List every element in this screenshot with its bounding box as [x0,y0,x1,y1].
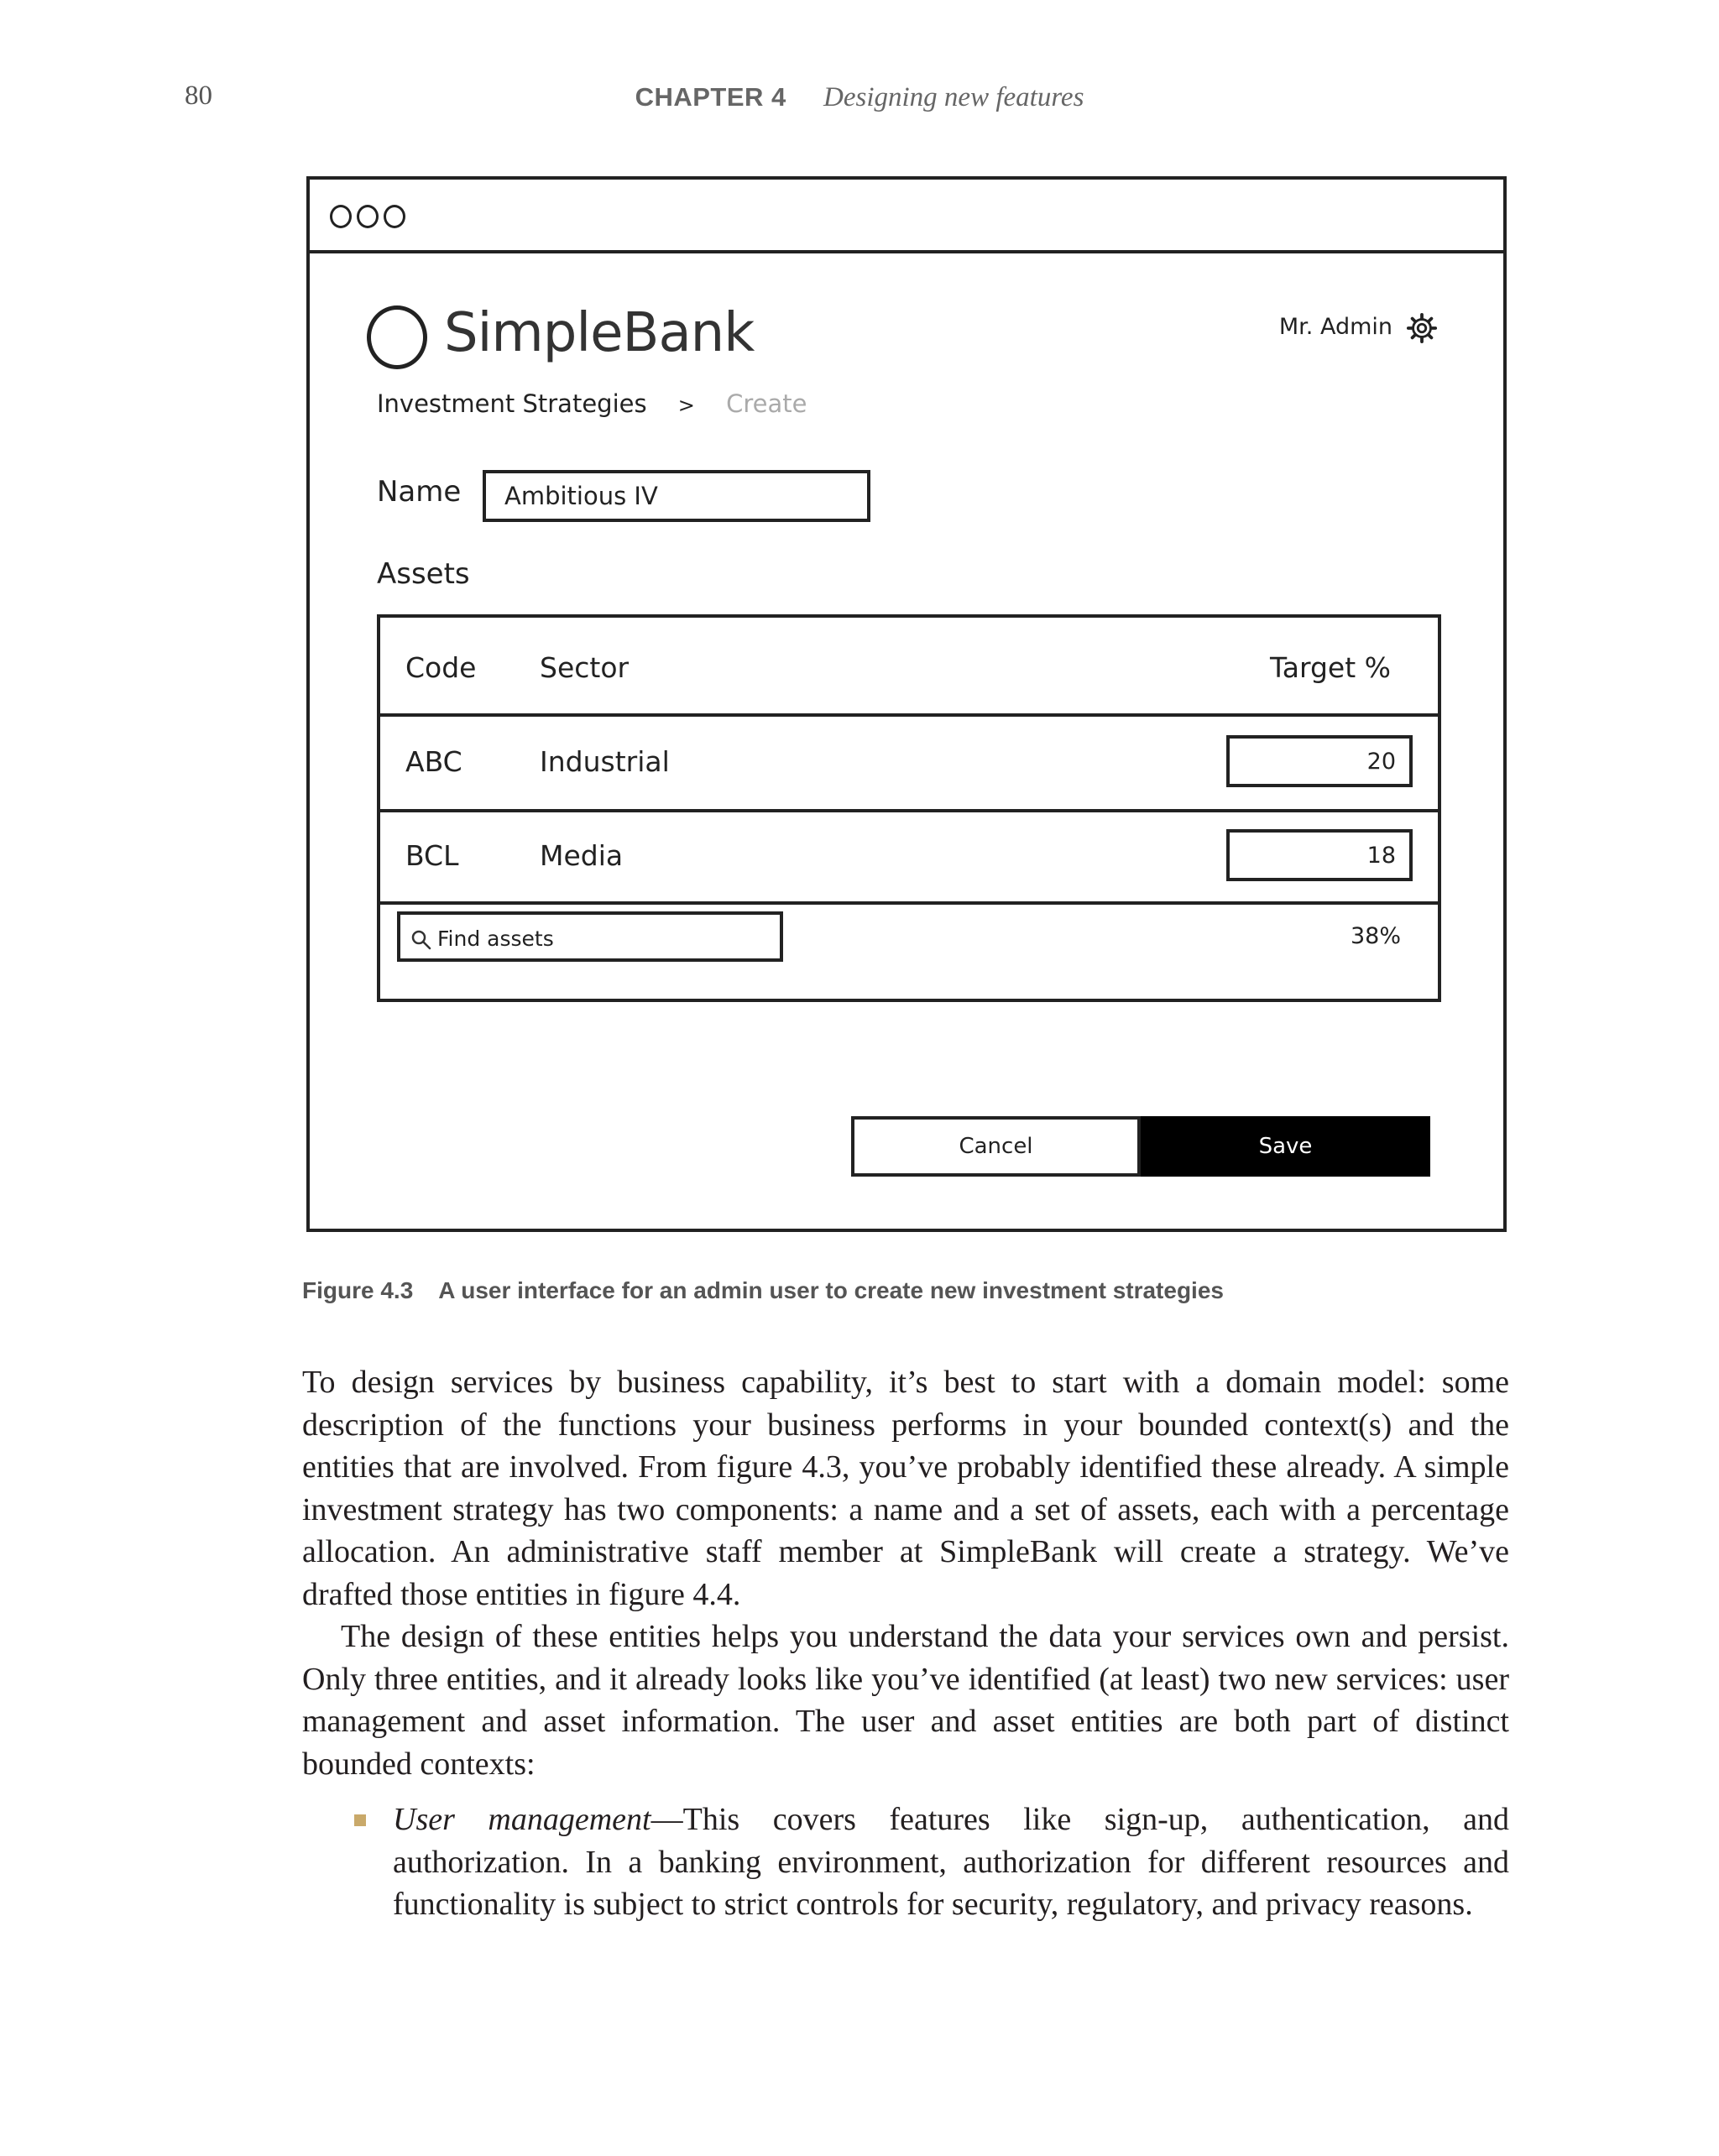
window-dot-icon[interactable] [384,205,405,228]
breadcrumb-current: Create [726,389,807,418]
gear-icon[interactable] [1406,312,1438,344]
header-target: Target % [1270,651,1391,684]
running-head [0,82,1719,113]
figure-caption [302,1277,1224,1304]
table-row [380,809,1438,905]
body-text [302,1361,1509,1926]
user-label[interactable]: Mr. Admin [1278,314,1392,340]
find-assets-input[interactable] [397,911,783,962]
breadcrumb-parent[interactable]: Investment Strategies [377,389,647,418]
page-number: 80 [185,81,212,111]
chapter-label: CHAPTER 4 [635,82,786,112]
assets-table [377,614,1441,1002]
assets-label: Assets [377,557,470,591]
target-input[interactable]: 18 [1226,829,1413,881]
figure-caption-text: A user interface for an admin user to create new investment strategies [438,1277,1224,1303]
row-sector: Media [540,839,624,872]
header-code: Code [405,651,477,684]
logo-circle-icon [367,305,427,369]
save-button[interactable]: Save [1141,1116,1430,1177]
window-dot-icon[interactable] [330,205,352,228]
breadcrumb [377,389,807,418]
bullet-list [302,1798,1509,1926]
name-label: Name [377,475,462,509]
bullet-text: —This covers features like sign-up, authentication, and authorization. In a banking environment, authorization for different resources and functionality is subject to strict controls for security, regulatory, and privacy reasons. [393,1802,1509,1922]
window-dot-icon[interactable] [357,205,379,228]
paragraph: The design of these entities helps you understand the data your services own and persist. Only three entities, and it already looks like you’ve identified (at least) two new services: user management and asset information. The user and asset entities are both part of distinct bounded contexts: [302,1619,1509,1782]
paragraph: To design services by business capability, it’s best to start with a domain model: some description of the functions your business performs in your bounded context(s) and the entities that are involved. From figure 4.3, you’ve probably identified these already. A simple investment strategy has two components: a name and a set of assets, each with a percentage allocation. An administrative staff member at SimpleBank will create a strategy. We’ve drafted those entities in figure 4.4. [302,1365,1509,1612]
figure-label: Figure 4.3 [302,1277,414,1303]
brand-name: SimpleBank [444,302,755,364]
wireframe-window [306,176,1507,1232]
target-input[interactable]: 20 [1226,735,1413,787]
window-title-bar [310,180,1503,253]
name-input[interactable]: Ambitious IV [483,470,870,522]
row-code: BCL [405,839,459,872]
list-item [302,1798,1509,1926]
table-header-row [380,618,1438,717]
cancel-button[interactable]: Cancel [851,1116,1141,1177]
find-assets-placeholder: Find assets [437,927,554,951]
bullet-term: User management [393,1802,651,1837]
target-total: 38% [1350,923,1401,949]
chapter-title: Designing new features [823,82,1084,112]
row-sector: Industrial [540,745,670,778]
search-icon [410,929,432,951]
breadcrumb-separator: > [677,394,695,417]
header-sector: Sector [540,651,630,684]
table-row [380,713,1438,812]
row-code: ABC [405,745,462,778]
bullet-square-icon [354,1814,366,1826]
